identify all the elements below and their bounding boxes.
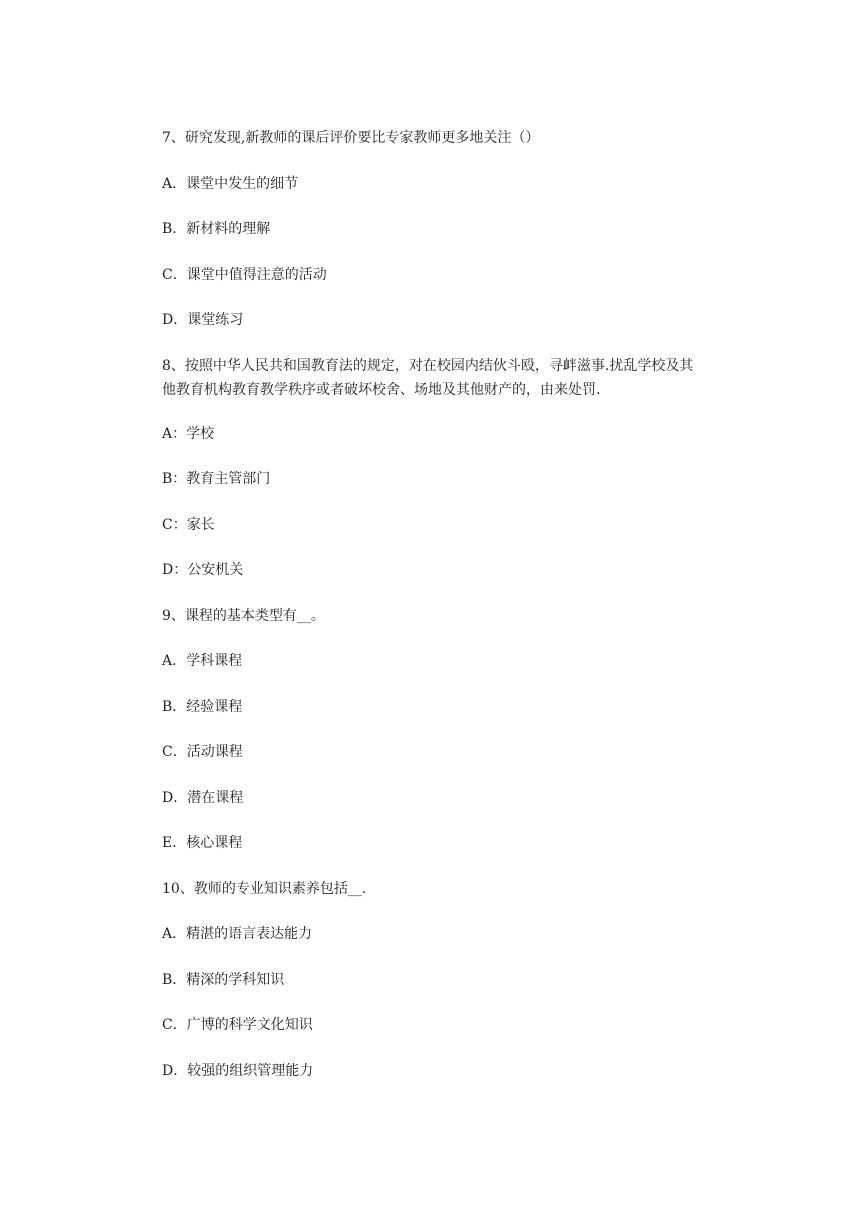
question-7-stem: 7、研究发现,新教师的课后评价要比专家教师更多地关注（） (162, 130, 540, 146)
question-8-option-b: B：教育主管部门 (162, 471, 271, 487)
question-7-option-a: A．课堂中发生的细节 (162, 176, 299, 192)
question-10-option-c: C．广博的科学文化知识 (162, 1017, 313, 1033)
question-7-option-d: D．课堂练习 (162, 312, 244, 328)
question-9-stem: 9、课程的基本类型有__。 (162, 608, 325, 624)
question-8-option-a: A：学校 (162, 426, 215, 442)
question-9-option-e: E．核心课程 (162, 835, 243, 851)
question-9-option-c: C．活动课程 (162, 744, 243, 760)
question-8-option-c: C：家长 (162, 517, 215, 533)
question-8-option-d: D：公安机关 (162, 562, 244, 578)
question-10-option-b: B．精深的学科知识 (162, 972, 285, 988)
question-8-stem-line2: 他教育机构教育教学秩序或者破坏校舍、场地及其他财产的，由来处罚. (162, 382, 601, 398)
question-8-stem-line1: 8、按照中华人民共和国教育法的规定，对在校园内结伙斗殴，寻衅滋事.扰乱学校及其 (162, 358, 694, 374)
question-9-option-a: A．学科课程 (162, 653, 243, 669)
question-10-stem: 10、教师的专业知识素养包括__. (162, 881, 367, 897)
question-9-option-d: D．潜在课程 (162, 790, 244, 806)
question-7-option-c: C．课堂中值得注意的活动 (162, 267, 327, 283)
question-10-option-a: A．精湛的语言表达能力 (162, 926, 313, 942)
question-10-option-d: D．较强的组织管理能力 (162, 1063, 314, 1079)
question-9-option-b: B．经验课程 (162, 699, 243, 715)
question-7-option-b: B．新材料的理解 (162, 221, 271, 237)
